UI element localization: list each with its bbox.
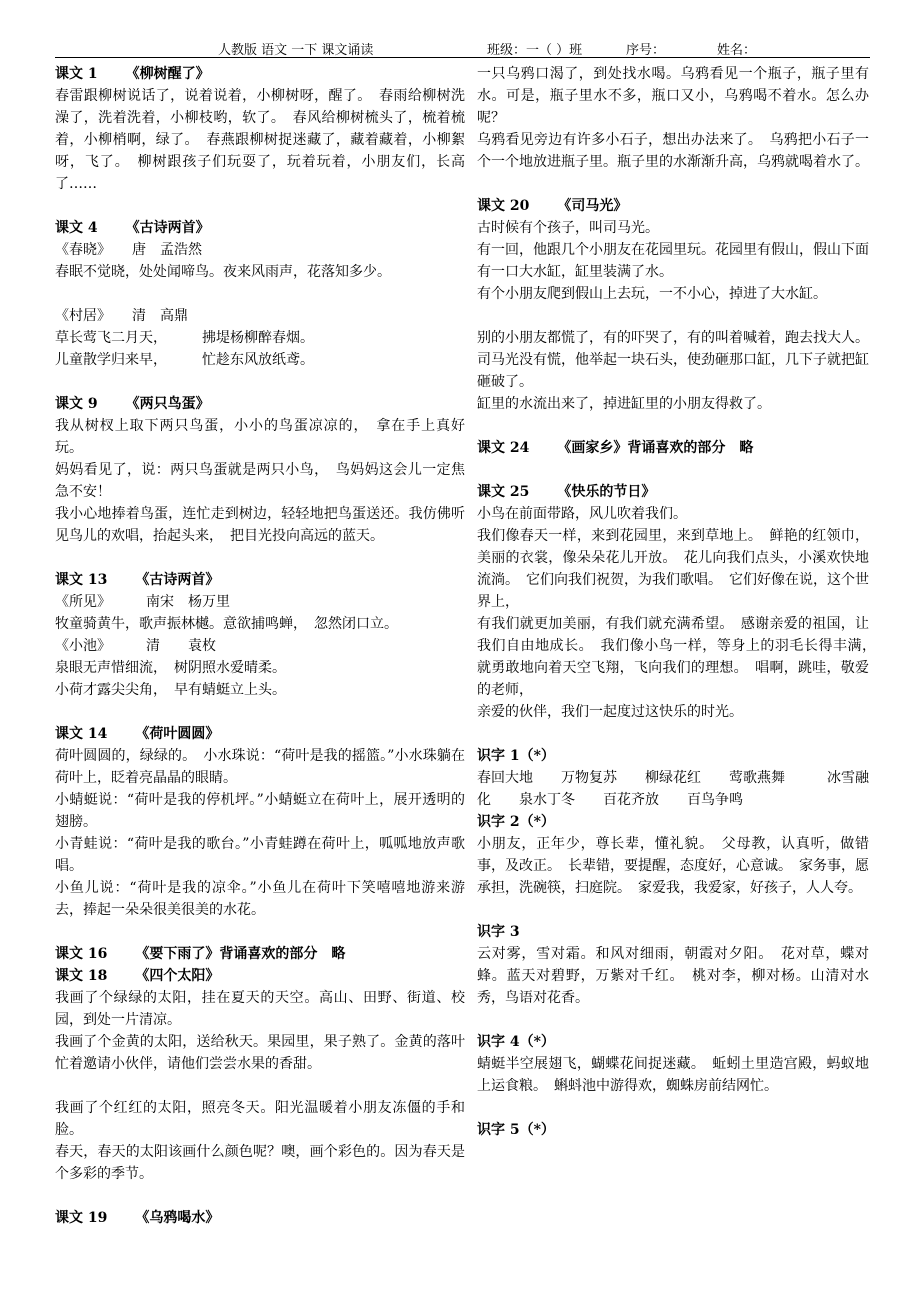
text-paragraph: 蜻蜓半空展翅飞，蝴蝶花间捉迷藏。 蚯蚓土里造宫殿，蚂蚁地上运食粮。 蝌蚪池中游得欢，蜘蛛房前结网忙。 bbox=[477, 1056, 869, 1094]
section-gap bbox=[55, 701, 465, 723]
lesson-name: 《柳树醒了》 bbox=[125, 66, 210, 82]
text-paragraph: 小蜻蜓说：“荷叶是我的停机坪。”小蜻蜓立在荷叶上，展开透明的翅膀。 bbox=[55, 792, 465, 830]
lesson-number: 课文 19 bbox=[55, 1210, 108, 1226]
lesson-section bbox=[55, 569, 465, 701]
text-paragraph: 我小心地捧着鸟蛋，连忙走到树边，轻轻地把鸟蛋送还。我仿佛听见鸟儿的欢唱，抬起头来， 把目光投向高远的蓝天。 bbox=[55, 506, 465, 544]
text-paragraph: 我画了个红红的太阳，照亮冬天。阳光温暖着小朋友冻僵的手和脸。 bbox=[55, 1100, 465, 1138]
lesson-section bbox=[55, 723, 465, 921]
lesson-number: 识字 2（*） bbox=[477, 814, 555, 830]
header-rule bbox=[55, 57, 870, 58]
lesson-number: 课文 24 bbox=[477, 440, 530, 456]
lesson-section bbox=[477, 195, 869, 415]
text-paragraph: 儿童散学归来早， 忙趁东风放纸鸢。 bbox=[55, 352, 314, 368]
text-paragraph: 小鱼儿说：“荷叶是我的凉伞。”小鱼儿在荷叶下笑嘻嘻地游来游去，捧起一朵朵很美很美的水花。 bbox=[55, 880, 465, 918]
text-paragraph: 牧童骑黄牛，歌声振林樾。意欲捕鸣蝉， 忽然闭口立。 bbox=[55, 616, 398, 632]
lesson-note: 略 bbox=[331, 946, 346, 962]
lesson-name: 《画家乡》背诵喜欢的部分 bbox=[557, 440, 726, 456]
section-gap bbox=[55, 371, 465, 393]
lesson-number: 课文 4 bbox=[55, 220, 98, 236]
lesson-title bbox=[477, 437, 869, 459]
section-gap bbox=[477, 415, 869, 437]
lesson-number: 识字 5（*） bbox=[477, 1122, 555, 1138]
lesson-title bbox=[55, 965, 465, 987]
lesson-title bbox=[55, 393, 465, 415]
lesson-section bbox=[55, 63, 465, 195]
text-paragraph: 小鸟在前面带路，风儿吹着我们。 bbox=[477, 506, 687, 522]
lesson-note: 略 bbox=[739, 440, 754, 456]
book-label: 人教版 语文 一下 课文诵读 bbox=[218, 43, 374, 58]
lesson-name: 《四个太阳》 bbox=[135, 968, 220, 984]
section-gap bbox=[477, 459, 869, 481]
lesson-title bbox=[55, 723, 465, 745]
lesson-section bbox=[477, 745, 869, 811]
text-paragraph: 有个小朋友爬到假山上去玩，一不小心，掉进了大水缸。 bbox=[477, 286, 827, 302]
text-paragraph: 《所见》 南宋 杨万里 bbox=[55, 594, 230, 610]
lesson-section bbox=[55, 1207, 465, 1229]
lesson-section bbox=[477, 921, 869, 1009]
lesson-name: 《古诗两首》 bbox=[125, 220, 210, 236]
text-paragraph: 有我们就更加美丽，有我们就充满希望。 感谢亲爱的祖国，让我们自由地成长。 我们像小鸟一样，等身上的羽毛长得丰满， 就勇敢地向着天空飞翔，飞向我们的理想。 唱啊，跳哇，敬爱的老师， bbox=[477, 616, 883, 698]
lesson-title bbox=[477, 1119, 869, 1141]
text-paragraph: 一只乌鸦口渴了，到处找水喝。乌鸦看见一个瓶子，瓶子里有水。可是，瓶子里水不多，瓶口又小，乌鸦喝不着水。怎么办呢？ bbox=[477, 66, 869, 126]
section-gap bbox=[55, 1185, 465, 1207]
text-paragraph: 小荷才露尖尖角， 早有蜻蜓立上头。 bbox=[55, 682, 286, 698]
lesson-title bbox=[55, 63, 465, 85]
lesson-section bbox=[477, 437, 869, 459]
text-paragraph: 云对雾，雪对霜。和风对细雨，朝霞对夕阳。 花对草，蝶对蜂。蓝天对碧野，万紫对千红。 桃对李，柳对杨。山清对水秀，鸟语对花香。 bbox=[477, 946, 869, 1006]
text-paragraph: 小青蛙说：“荷叶是我的歌台。”小青蛙蹲在荷叶上，呱呱地放声歌唱。 bbox=[55, 836, 465, 874]
lesson-number: 课文 9 bbox=[55, 396, 98, 412]
lesson-title bbox=[55, 1207, 465, 1229]
text-paragraph: 小朋友，正年少，尊长辈，懂礼貌。 父母教，认真听，做错事，及改正。 长辈错，要提醒，态度好，心意诚。 家务事，愿承担，洗碗筷，扫庭院。 家爱我，我爱家，好孩子，人人夸。 bbox=[477, 836, 869, 896]
lesson-name: 《乌鸦喝水》 bbox=[135, 1210, 220, 1226]
lesson-number: 识字 1（*） bbox=[477, 748, 555, 764]
text-paragraph: 我从树杈上取下两只鸟蛋，小小的鸟蛋凉凉的， 拿在手上真好玩。 bbox=[55, 418, 465, 456]
lesson-number: 课文 14 bbox=[55, 726, 108, 742]
text-paragraph: 有一回，他跟几个小朋友在花园里玩。花园里有假山，假山下面有一口大水缸，缸里装满了水。 bbox=[477, 242, 869, 280]
lesson-number: 识字 4（*） bbox=[477, 1034, 555, 1050]
text-paragraph: 亲爱的伙伴，我们一起度过这快乐的时光。 bbox=[477, 704, 743, 720]
text-paragraph: 我画了个金黄的太阳，送给秋天。果园里，果子熟了。金黄的落叶忙着邀请小伙伴，请他们尝尝水果的香甜。 bbox=[55, 1034, 465, 1072]
lesson-number: 课文 20 bbox=[477, 198, 530, 214]
text-paragraph: 司马光没有慌，他举起一块石头，使劲砸那口缸，几下子就把缸砸破了。 bbox=[477, 352, 869, 390]
text-paragraph: 我们像春天一样，来到花园里，来到草地上。 鲜艳的红领巾，美丽的衣裳，像朵朵花儿开放。 花儿向我们点头，小溪欢快地流淌。 它们向我们祝贺，为我们歌唱。 它们好像在说，这个世界上， bbox=[477, 528, 869, 610]
lesson-title bbox=[477, 811, 869, 833]
blank-line bbox=[55, 283, 465, 305]
section-gap bbox=[477, 1097, 869, 1119]
text-paragraph: 缸里的水流出来了，掉进缸里的小朋友得救了。 bbox=[477, 396, 771, 412]
lesson-name: 《司马光》 bbox=[557, 198, 628, 214]
lesson-section bbox=[55, 393, 465, 547]
lesson-title bbox=[55, 569, 465, 591]
section-gap bbox=[477, 1009, 869, 1031]
text-paragraph: 别的小朋友都慌了，有的吓哭了，有的叫着喊着，跑去找大人。 bbox=[477, 330, 869, 346]
seat-label: 序号： bbox=[626, 43, 666, 58]
text-paragraph: 《村居》 清 高鼎 bbox=[55, 308, 188, 324]
text-paragraph: 泉眼无声惜细流， 树阴照水爱晴柔。 bbox=[55, 660, 286, 676]
lesson-number: 课文 13 bbox=[55, 572, 108, 588]
text-paragraph: 乌鸦看见旁边有许多小石子，想出办法来了。 乌鸦把小石子一个一个地放进瓶子里。瓶子里的水渐渐升高，乌鸦就喝着水了。 bbox=[477, 132, 869, 170]
lesson-number: 课文 16 bbox=[55, 946, 108, 962]
section-gap bbox=[55, 547, 465, 569]
lesson-name: 《两只鸟蛋》 bbox=[125, 396, 210, 412]
lesson-section bbox=[477, 1031, 869, 1097]
lesson-title bbox=[477, 1031, 869, 1053]
lesson-name: 《荷叶圆圆》 bbox=[135, 726, 220, 742]
section-gap bbox=[477, 173, 869, 195]
section-gap bbox=[477, 899, 869, 921]
lesson-section bbox=[477, 811, 869, 899]
lesson-number: 课文 18 bbox=[55, 968, 108, 984]
lesson-name: 《要下雨了》背诵喜欢的部分 bbox=[135, 946, 318, 962]
text-paragraph: 草长莺飞二月天， 拂堤杨柳醉春烟。 bbox=[55, 330, 314, 346]
section-gap bbox=[55, 921, 465, 943]
lesson-section bbox=[55, 217, 465, 371]
lesson-title bbox=[477, 921, 869, 943]
lesson-title bbox=[477, 745, 869, 767]
lesson-section bbox=[477, 1119, 869, 1141]
lesson-number: 课文 25 bbox=[477, 484, 530, 500]
section-gap bbox=[477, 723, 869, 745]
blank-line bbox=[55, 1075, 465, 1097]
name-label: 姓名： bbox=[717, 43, 757, 58]
text-paragraph: 荷叶圆圆的，绿绿的。 小水珠说：“荷叶是我的摇篮。”小水珠躺在荷叶上，眨着亮晶晶的眼睛。 bbox=[55, 748, 465, 786]
lesson-section bbox=[55, 965, 465, 1185]
lesson-title bbox=[477, 195, 869, 217]
lesson-title bbox=[55, 217, 465, 239]
text-paragraph: 春天，春天的太阳该画什么颜色呢？噢，画个彩色的。因为春天是个多彩的季节。 bbox=[55, 1144, 465, 1182]
text-paragraph: 古时候有个孩子，叫司马光。 bbox=[477, 220, 659, 236]
section-gap bbox=[55, 195, 465, 217]
lesson-number: 课文 1 bbox=[55, 66, 98, 82]
lesson-title bbox=[477, 481, 869, 503]
text-paragraph: 妈妈看见了，说：两只鸟蛋就是两只小鸟， 鸟妈妈这会儿一定焦急不安！ bbox=[55, 462, 465, 500]
left-column bbox=[55, 63, 465, 1229]
lesson-section bbox=[477, 481, 883, 723]
lesson-section bbox=[477, 63, 869, 173]
right-column bbox=[477, 63, 883, 1141]
blank-line bbox=[477, 305, 869, 327]
lesson-name: 《古诗两首》 bbox=[135, 572, 220, 588]
lesson-number: 识字 3 bbox=[477, 924, 520, 940]
lesson-title bbox=[55, 943, 465, 965]
text-paragraph: 春回大地 万物复苏 柳绿花红 莺歌燕舞 冰雪融化 泉水丁冬 百花齐放 百鸟争鸣 bbox=[477, 770, 869, 808]
lesson-name: 《快乐的节日》 bbox=[557, 484, 656, 500]
text-paragraph: 春眠不觉晓，处处闻啼鸟。夜来风雨声，花落知多少。 bbox=[55, 264, 391, 280]
class-label: 班级：一（ ）班 bbox=[487, 43, 583, 58]
text-paragraph: 春雷跟柳树说话了，说着说着，小柳树呀，醒了。 春雨给柳树洗澡了，洗着洗着，小柳枝哟，软了。 春风给柳树梳头了，梳着梳着，小柳梢啊，绿了。 春燕跟柳树捉迷藏了，藏着藏着，小柳絮呀，飞了。 柳树跟孩子们玩耍了，玩着玩着，小朋友们，长高了…… bbox=[55, 88, 465, 192]
lesson-section bbox=[55, 943, 465, 965]
text-paragraph: 《春晓》 唐 孟浩然 bbox=[55, 242, 202, 258]
text-paragraph: 《小池》 清 袁枚 bbox=[55, 638, 216, 654]
text-paragraph: 我画了个绿绿的太阳，挂在夏天的天空。高山、田野、街道、校园，到处一片清凉。 bbox=[55, 990, 465, 1028]
page-header bbox=[0, 39, 920, 59]
